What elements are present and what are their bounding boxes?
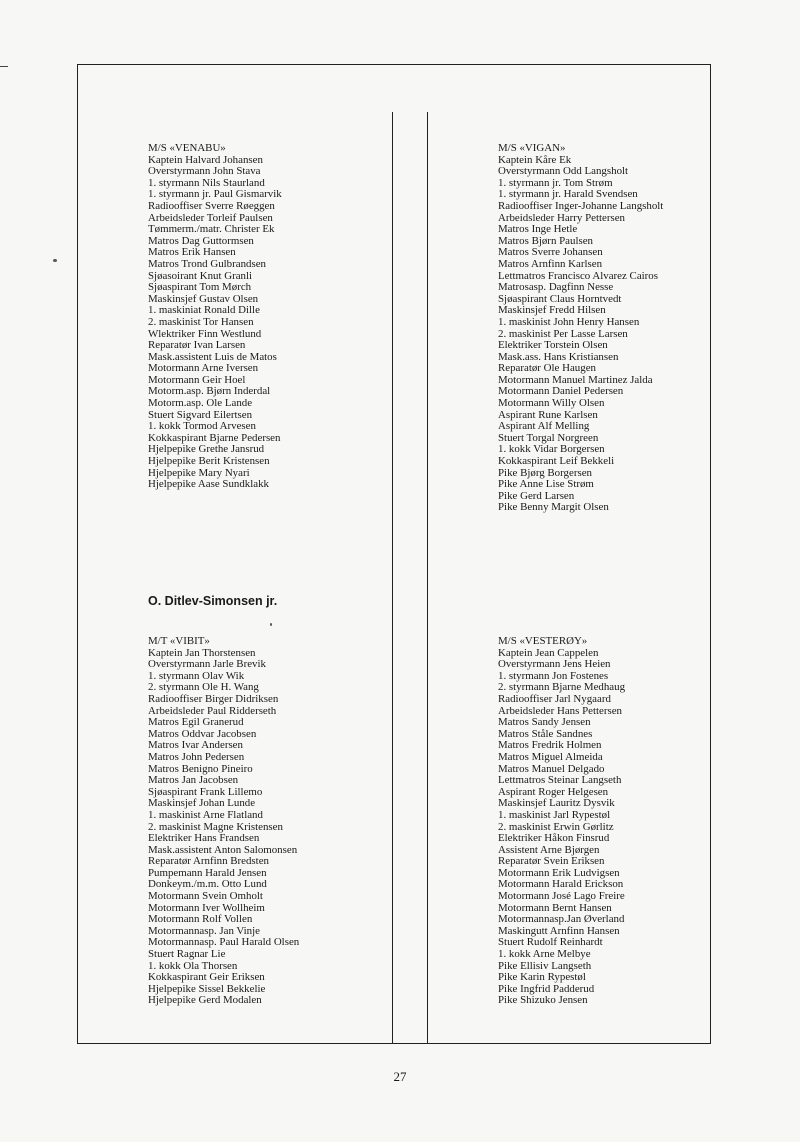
crew-member: Lettmatros Francisco Alvarez Cairos: [498, 269, 658, 282]
crew-member: Donkeym./m.m. Otto Lund: [148, 878, 267, 891]
print-speck: [53, 259, 57, 262]
crew-member: Maskinsjef Fredd Hilsen: [498, 304, 606, 317]
crew-member: Aspirant Alf Melling: [498, 420, 590, 433]
crew-member: 2. maskinist Magne Kristensen: [148, 820, 283, 833]
crew-member: Motormannasp. Paul Harald Olsen: [148, 936, 300, 949]
page-number: 27: [393, 1069, 407, 1084]
crew-member: Matros Ivar Andersen: [148, 739, 243, 752]
crew-member: Motorm.asp. Bjørn Inderdal: [148, 385, 271, 398]
ship-name: M/S «VENABU»: [148, 142, 226, 154]
crew-member: Aspirant Rune Karlsen: [498, 408, 598, 421]
ship-name: M/S «VESTERØY»: [498, 635, 588, 647]
crew-member: 1. kokk Arne Melbye: [498, 948, 591, 961]
crew-member: 2. styrmann Bjarne Medhaug: [498, 681, 626, 694]
crew-member: 2. maskinist Per Lasse Larsen: [498, 327, 628, 340]
crew-member: Hjelpepike Sissel Bekkelie: [148, 982, 266, 995]
crew-member: 1. styrmann Olav Wik: [148, 669, 245, 682]
crew-member: Pike Ellisiv Langseth: [498, 959, 592, 972]
crew-member: Kokkaspirant Geir Eriksen: [148, 971, 265, 984]
crew-member: Tømmerm./matr. Christer Ek: [148, 223, 275, 236]
crew-member: 1. styrmann jr. Paul Gismarvik: [148, 188, 282, 201]
crew-member: 2. styrmann Ole H. Wang: [148, 681, 259, 694]
crew-member: Hjelpepike Berit Kristensen: [148, 455, 270, 468]
crew-member: Matros Jan Jacobsen: [148, 774, 239, 787]
crew-member: 1. maskinist John Henry Hansen: [498, 315, 640, 328]
crew-member: Motorm.asp. Ole Lande: [148, 397, 253, 410]
crew-member: Mask.assistent Anton Salomonsen: [148, 843, 298, 856]
crew-member: Pike Shizuko Jensen: [498, 994, 588, 1007]
crew-member: Kaptein Jean Cappelen: [498, 646, 599, 659]
crew-member: Matros Dag Guttormsen: [148, 234, 254, 247]
crew-member: Matros Trond Gulbrandsen: [148, 257, 266, 270]
crew-member: Mask.ass. Hans Kristiansen: [498, 350, 619, 363]
crew-member: Overstyrmann Jarle Brevik: [148, 658, 266, 671]
ship-block-vibit: [148, 636, 299, 1007]
ship-block-vigan: [498, 143, 663, 514]
crew-member: Maskinsjef Gustav Olsen: [148, 292, 259, 305]
crew-member: Wlektriker Finn Westlund: [148, 327, 262, 340]
crew-member: Sjøaspirant Claus Horntvedt: [498, 292, 622, 305]
crew-member: Pike Bjørg Borgersen: [498, 466, 592, 479]
crew-member: Kokkaspirant Leif Bekkeli: [498, 455, 615, 468]
crew-member: Matros Arnfinn Karlsen: [498, 257, 603, 270]
crew-member: Pike Ingfrid Padderud: [498, 982, 595, 995]
crew-list: [148, 648, 299, 1007]
crew-member: Matros Inge Hetle: [498, 223, 578, 236]
column-divider-left: [392, 112, 393, 1044]
crew-member: Matros Erik Hansen: [148, 246, 236, 259]
crew-member: Motormann Svein Omholt: [148, 890, 263, 903]
crew-member: Motormann José Lago Freire: [498, 890, 625, 903]
ship-name: M/T «VIBIT»: [148, 635, 210, 647]
crew-member: Motormann Rolf Vollen: [148, 913, 253, 926]
crew-member: Elektriker Håkon Finsrud: [498, 832, 610, 845]
crew-member: Motormann Arne Iversen: [148, 362, 259, 375]
crew-member: Stuert Rudolf Reinhardt: [498, 936, 603, 949]
crew-member: Stuert Torgal Norgreen: [498, 431, 599, 444]
crew-member: Motormann Geir Hoel: [148, 373, 246, 386]
crew-member: Kaptein Halvard Johansen: [148, 153, 263, 166]
crew-member: Hjelpepike Gerd Modalen: [148, 994, 262, 1007]
crew-member: Motormann Willy Olsen: [498, 397, 605, 410]
margin-mark: [0, 66, 8, 67]
crew-member: Matros Ståle Sandnes: [498, 727, 593, 740]
crew-member: Pumpemann Harald Jensen: [148, 866, 267, 879]
crew-member: Hjelpepike Mary Nyari: [148, 466, 250, 479]
crew-member: Matrosasp. Dagfinn Nesse: [498, 281, 614, 294]
crew-member: 2. maskinist Erwin Gørlitz: [498, 820, 614, 833]
crew-member: Stuert Sigvard Eilertsen: [148, 408, 253, 421]
crew-member: Overstyrmann John Stava: [148, 165, 261, 178]
crew-member: Matros Sverre Johansen: [498, 246, 603, 259]
crew-member: Radiooffiser Birger Didriksen: [148, 692, 279, 705]
crew-list: [498, 648, 625, 1007]
ship-name: M/S «VIGAN»: [498, 142, 566, 154]
crew-member: Motormann Erik Ludvigsen: [498, 866, 620, 879]
crew-member: Elektriker Torstein Olsen: [498, 339, 608, 352]
crew-member: Matros Miguel Almeida: [498, 750, 603, 763]
company-heading: O. Ditlev-Simonsen jr.: [148, 594, 278, 608]
crew-member: Reparatør Ivan Larsen: [148, 339, 246, 352]
crew-member: Kaptein Kåre Ek: [498, 153, 572, 166]
crew-member: Pike Anne Lise Strøm: [498, 478, 594, 491]
crew-member: 1. maskinist Arne Flatland: [148, 808, 263, 821]
crew-member: Radiooffiser Inger-Johanne Langsholt: [498, 199, 664, 212]
crew-member: 1. styrmann Jon Fostenes: [498, 669, 609, 682]
crew-member: Maskinsjef Lauritz Dysvik: [498, 797, 615, 810]
crew-member: Arbeidsleder Hans Pettersen: [498, 704, 622, 717]
crew-member: 1. styrmann Nils Staurland: [148, 176, 265, 189]
crew-list: [148, 155, 282, 491]
crew-member: Arbeidsleder Paul Ridderseth: [148, 704, 277, 717]
crew-member: Overstyrmann Jens Heien: [498, 658, 611, 671]
crew-member: Kaptein Jan Thorstensen: [148, 646, 256, 659]
crew-member: 1. kokk Vidar Borgersen: [498, 443, 605, 456]
crew-member: Arbeidsleder Torleif Paulsen: [148, 211, 273, 224]
crew-member: Stuert Ragnar Lie: [148, 948, 226, 961]
crew-member: Motormann Manuel Martinez Jalda: [498, 373, 653, 386]
crew-member: Motormannasp.Jan Øverland: [498, 913, 625, 926]
crew-member: 1. maskinist Jarl Rypestøl: [498, 808, 611, 821]
crew-member: Sjøaspirant Frank Lillemo: [148, 785, 263, 798]
crew-member: Matros Fredrik Holmen: [498, 739, 602, 752]
crew-list: [498, 155, 663, 514]
crew-member: 1. kokk Tormod Arvesen: [148, 420, 256, 433]
crew-member: Matros Oddvar Jacobsen: [148, 727, 257, 740]
crew-member: Motormann Bernt Hansen: [498, 901, 612, 914]
column-divider-right: [427, 112, 428, 1044]
crew-member: Matros Egil Granerud: [148, 716, 244, 729]
crew-member: Elektriker Hans Frandsen: [148, 832, 260, 845]
crew-member: Assistent Arne Bjørgen: [498, 843, 600, 856]
crew-member: Motormann Daniel Pedersen: [498, 385, 624, 398]
crew-member: Hjelpepike Aase Sundklakk: [148, 478, 269, 491]
crew-member: Matros Bjørn Paulsen: [498, 234, 593, 247]
crew-member: Overstyrmann Odd Langsholt: [498, 165, 629, 178]
ship-block-vesteroy: [498, 636, 625, 1007]
crew-member: Pike Benny Margit Olsen: [498, 501, 609, 514]
crew-member: 1. maskiniat Ronald Dille: [148, 304, 260, 317]
crew-member: Matros Manuel Delgado: [498, 762, 605, 775]
crew-member: Radiooffiser Sverre Røeggen: [148, 199, 275, 212]
crew-member: Matros John Pedersen: [148, 750, 245, 763]
crew-member: Matros Sandy Jensen: [498, 716, 591, 729]
crew-member: Pike Gerd Larsen: [498, 489, 575, 502]
ship-block-venabu: [148, 143, 282, 491]
crew-member: Radiooffiser Jarl Nygaard: [498, 692, 611, 705]
crew-member: Lettmatros Steinar Langseth: [498, 774, 622, 787]
crew-member: Reparatør Arnfinn Bredsten: [148, 855, 269, 868]
crew-member: Hjelpepike Grethe Jansrud: [148, 443, 265, 456]
crew-member: Motormannasp. Jan Vinje: [148, 924, 260, 937]
crew-member: Arbeidsleder Harry Pettersen: [498, 211, 626, 224]
crew-member: Pike Karin Rypestøl: [498, 971, 586, 984]
crew-member: Motormann Harald Erickson: [498, 878, 624, 891]
crew-member: Mask.assistent Luis de Matos: [148, 350, 277, 363]
crew-member: Sjøaspirant Tom Mørch: [148, 281, 252, 294]
crew-member: 1. styrmann jr. Harald Svendsen: [498, 188, 638, 201]
crew-member: Reparatør Ole Haugen: [498, 362, 596, 375]
crew-member: Kokkaspirant Bjarne Pedersen: [148, 431, 281, 444]
crew-member: Sjøasoirant Knut Granli: [148, 269, 253, 282]
crew-member: Aspirant Roger Helgesen: [498, 785, 609, 798]
crew-member: Maskingutt Arnfinn Hansen: [498, 924, 620, 937]
crew-member: 1. kokk Ola Thorsen: [148, 959, 238, 972]
crew-member: Maskinsjef Johan Lunde: [148, 797, 256, 810]
crew-member: 2. maskinist Tor Hansen: [148, 315, 254, 328]
crew-member: Matros Benigno Pineiro: [148, 762, 253, 775]
crew-member: Reparatør Svein Eriksen: [498, 855, 605, 868]
crew-member: Motormann Iver Wollheim: [148, 901, 265, 914]
crew-member: 1. styrmann jr. Tom Strøm: [498, 176, 613, 189]
